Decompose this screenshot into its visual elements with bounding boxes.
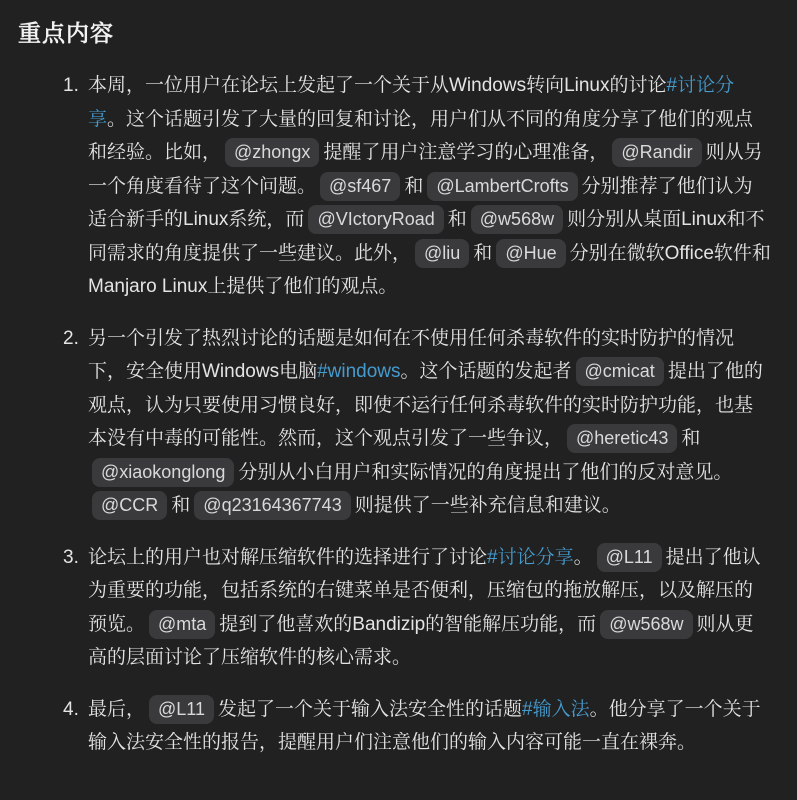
text-segment: 论坛上的用户也对解压缩软件的选择进行了讨论 [88, 546, 488, 568]
text-segment: 则提供了一些补充信息和建议。 [354, 495, 621, 516]
text-segment: 。他分享了一个关于输入法安全性的报告，提醒用户们注意他们的输入内容可能一直在裸奔。 [88, 698, 761, 753]
text-segment: 分别推荐了他们认为适合新手的Linux系统，而 [88, 175, 753, 230]
text-segment: 发起了一个关于输入法安全性的话题 [217, 698, 522, 720]
text-segment: 提出了他认为重要的功能，包括系统的右键菜单是否便利，压缩包的拖放解压，以及解压的预览。 [88, 546, 761, 635]
mention-chip[interactable]: @CCR [92, 491, 167, 520]
mention-chip[interactable]: @L11 [597, 543, 662, 572]
hashtag-link[interactable]: #讨论分享 [487, 546, 574, 568]
text-segment: 则分别从桌面Linux和不同需求的角度提供了一些建议。此外， [88, 209, 765, 264]
mention-chip[interactable]: @xiaokonglong [92, 458, 234, 487]
text-segment: 提出了他的观点，认为只要使用习惯良好，即使不运行任何杀毒软件的实时防护功能，也基本没有中毒的可能性。然而，这个观点引发了一些争议， [88, 361, 763, 449]
mention-chip[interactable]: @Randir [612, 138, 701, 167]
text-segment: 和 [473, 242, 493, 264]
text-segment: 和 [447, 209, 467, 230]
text-segment: 最后， [88, 698, 146, 720]
mention-chip[interactable]: @liu [415, 239, 469, 268]
mention-chip[interactable]: @q23164367743 [194, 491, 350, 520]
list-item-number: 3. [63, 546, 79, 568]
mention-chip[interactable]: @mta [149, 610, 215, 639]
mention-chip[interactable]: @zhongx [225, 138, 319, 167]
text-segment: 。这个话题引发了大量的回复和讨论，用户们从不同的角度分享了他们的观点和经验。比如， [88, 108, 754, 163]
hashtag-link[interactable]: #windows [317, 361, 401, 382]
text-segment: 本周，一位用户在论坛上发起了一个关于从Windows转向Linux的讨论 [88, 75, 667, 96]
text-segment: 和 [171, 495, 191, 516]
mention-chip[interactable]: @L11 [149, 695, 214, 724]
text-segment: 和 [404, 175, 424, 197]
mention-chip[interactable]: @sf467 [320, 172, 400, 201]
text-segment: 提到了他喜欢的Bandizip的智能解压功能，而 [219, 613, 597, 635]
page-title: 重点内容 [18, 20, 114, 46]
mention-chip[interactable]: @heretic43 [567, 424, 677, 453]
text-segment: 。 [573, 546, 593, 568]
mention-chip[interactable]: @Hue [496, 239, 565, 268]
text-segment: 和 [681, 428, 701, 449]
text-segment: 分别在微软Office软件和Manjaro Linux上提供了他们的观点。 [88, 242, 771, 297]
list-item-number: 2. [63, 327, 79, 349]
list-item-text [88, 322, 771, 523]
text-segment: 则从更高的层面讨论了压缩软件的核心需求。 [88, 613, 754, 668]
list-item [63, 69, 771, 304]
text-segment: 提醒了用户注意学习的心理准备， [323, 142, 609, 163]
hashtag-link[interactable]: #讨论分享 [88, 75, 735, 130]
list-item-text [88, 69, 771, 304]
list-item-number: 1. [63, 75, 79, 96]
summary-list [18, 69, 771, 760]
text-segment: 。这个话题的发起者 [400, 361, 572, 382]
list-item-text [88, 541, 771, 675]
list-item-text [88, 693, 771, 760]
list-item [63, 693, 771, 760]
hashtag-link[interactable]: #输入法 [522, 698, 590, 720]
mention-chip[interactable]: @w568w [600, 610, 692, 639]
list-item [63, 541, 771, 675]
mention-chip[interactable]: @LambertCrofts [427, 172, 577, 201]
text-segment: 分别从小白用户和实际情况的角度提出了他们的反对意见。 [238, 461, 733, 483]
mention-chip[interactable]: @VIctoryRoad [308, 205, 443, 234]
mention-chip[interactable]: @cmicat [576, 357, 664, 386]
mention-chip[interactable]: @w568w [471, 205, 563, 234]
text-segment: 另一个引发了热烈讨论的话题是如何在不使用任何杀毒软件的实时防护的情况下，安全使用Windows电脑 [88, 327, 735, 382]
text-segment: 则从另一个角度看待了这个问题。 [88, 142, 763, 197]
list-item [63, 322, 771, 523]
list-item-number: 4. [63, 698, 79, 720]
